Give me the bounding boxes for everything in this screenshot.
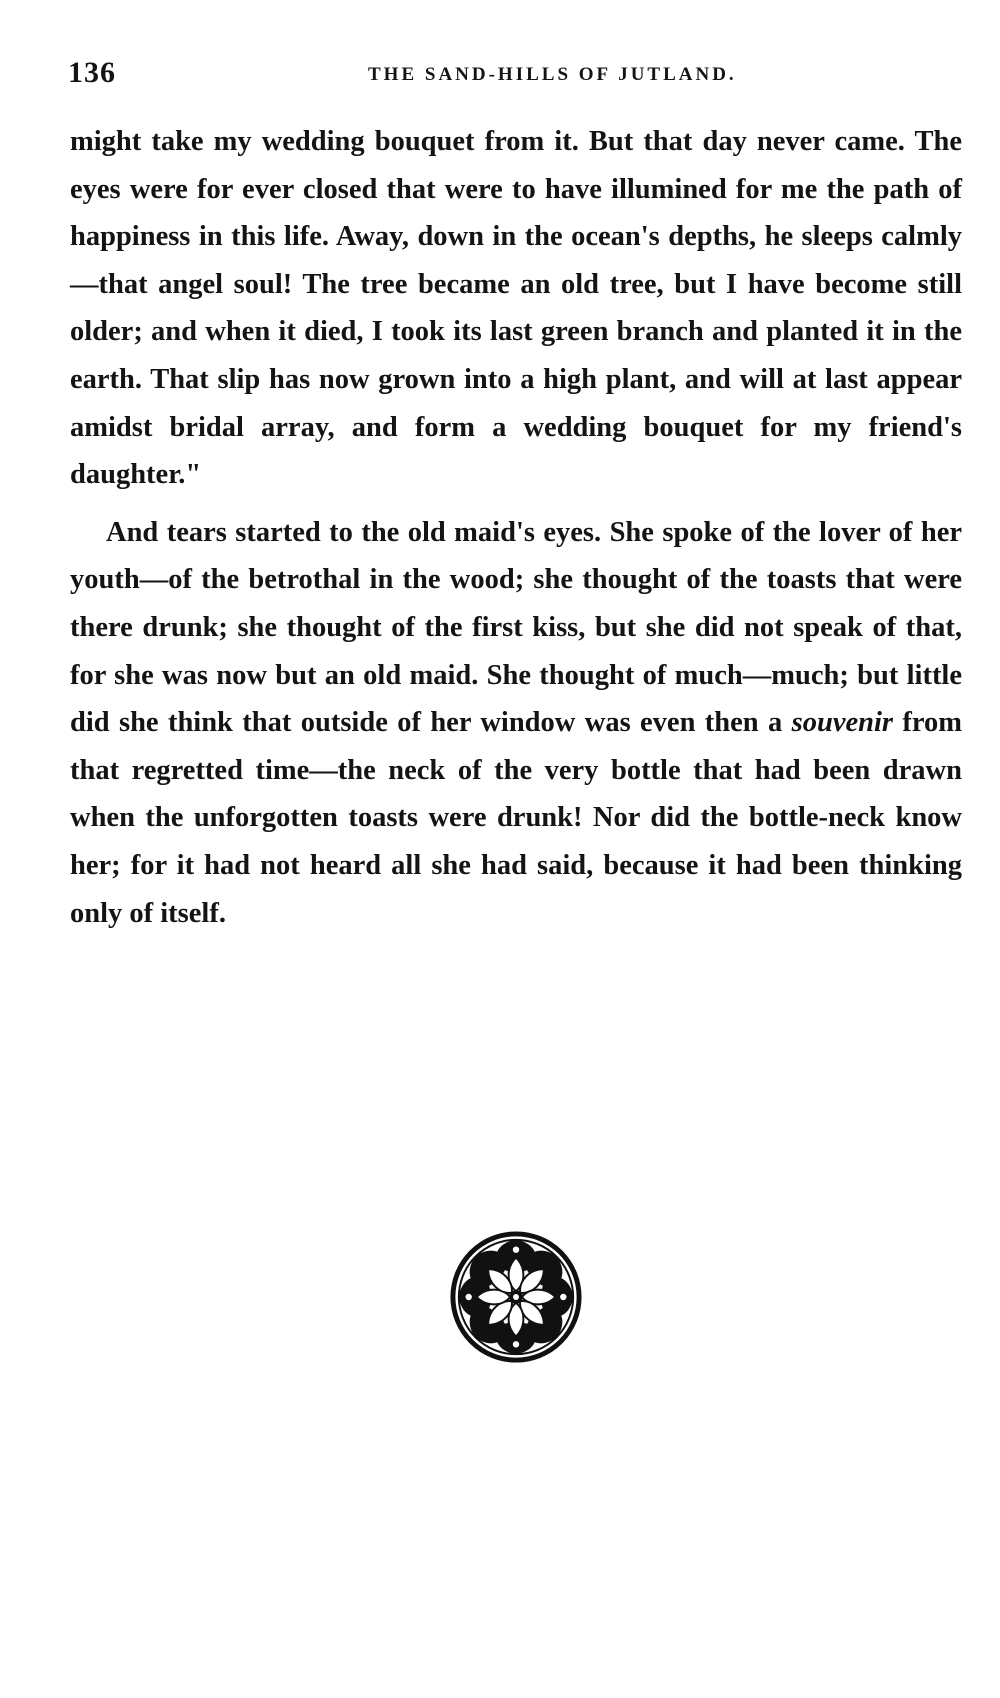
paragraph-1: [70, 118, 962, 499]
paragraph-1-text: might take my wedding bouquet from it. But that day never came. The eyes were for ever closed that were to have illumined for me the path of happiness in this life. Away, down in the ocean's depths, he sleeps calmly—that angel soul! The tree became an old tree, but I have become still older; and when it died, I took its last green branch and planted it in the earth. That slip has now grown into a high plant, and will at last appear amidst bridal array, and form a wedding bouquet for my friend's daughter.": [70, 126, 962, 491]
paragraph-2-text-b: from that regretted time—the neck of the very bottle that had been drawn when the unforgotten toasts were drunk! Nor did the bottle-neck know her; for it had not heard all she had said, because it had been thinking only of itself.: [70, 707, 962, 929]
floral-rosette-ornament-icon: [447, 1228, 585, 1366]
italic-word-souvenir: souvenir: [791, 707, 893, 739]
page-number: 136: [68, 56, 116, 89]
paragraph-2: [70, 509, 962, 937]
page-header: [68, 56, 928, 96]
paragraph-2-text-a: And tears started to the old maid's eyes. She spoke of the lover of her youth—of the betrothal in the wood; she thought of the toasts that were there drunk; she thought of the first kiss, but she did not speak of that, for she was now but an old maid. She thought of much—much; but little did she think that outside of her window was even then a: [70, 516, 962, 739]
running-title: THE SAND-HILLS OF JUTLAND.: [368, 64, 737, 85]
body-text: [70, 118, 962, 937]
